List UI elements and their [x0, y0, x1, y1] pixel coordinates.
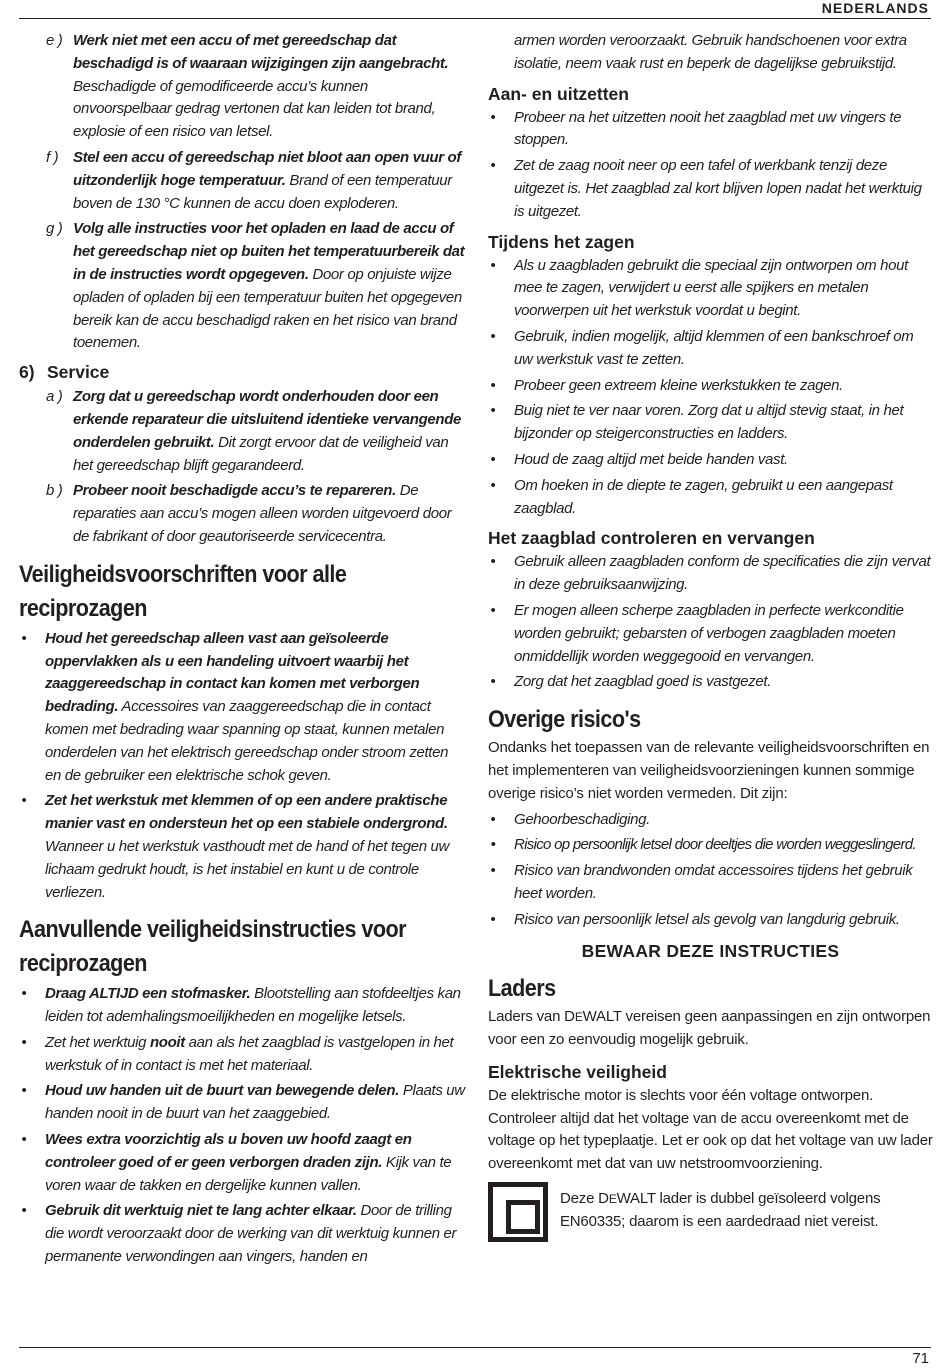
bullet-item — [488, 326, 933, 372]
bullet-item — [488, 860, 933, 906]
bullet-item — [488, 600, 933, 668]
item-text: Door de trilling die wordt veroorzaakt door de werking van dit werktuig kunnen er permanente verwondingen aan vingers, handen en — [45, 1202, 457, 1266]
item-text: Gehoorbeschadiging. — [514, 810, 650, 828]
left-column — [19, 30, 467, 1272]
bullet-item — [19, 1129, 467, 1197]
bullet-icon: • — [490, 157, 496, 175]
electrical-heading: Elektrische veiligheid — [488, 1061, 667, 1082]
double-insulation-notice — [488, 1182, 933, 1242]
bullet-icon: • — [490, 810, 496, 828]
bullet-item — [488, 475, 933, 521]
service-heading — [19, 360, 467, 384]
item-text: Dit zorgt ervoor dat de veiligheid van het gereedschap blijft gegarandeerd. — [73, 433, 449, 474]
item-text: Gebruik alleen zaagbladen conform de specificaties die zijn vervat in deze gebruiksaanwijzing. — [514, 553, 931, 594]
bullet-item — [488, 834, 933, 857]
item-text: Buig niet te ver naar voren. Zorg dat u altijd stevig staat, in het bijzonder op steigerconstructies en ladders. — [514, 402, 904, 443]
item-bold-text: Gebruik dit werktuig niet te lang achter elkaar. — [45, 1202, 357, 1220]
bullet-icon: • — [490, 836, 496, 854]
bullet-icon: • — [490, 862, 496, 880]
bullet-item — [488, 400, 933, 446]
cert-text-pre: Deze D — [560, 1190, 609, 1208]
bullet-item — [488, 155, 933, 223]
bullet-item — [488, 809, 933, 832]
additional-heading: Aanvullende veiligheidsinstructies voor reciprozagen — [19, 916, 407, 978]
item-text: Zorg dat het zaagblad goed is vastgezet. — [514, 673, 772, 691]
item-bold-text: Draag ALTIJD een stofmasker. — [45, 985, 251, 1003]
continuation-text: armen worden veroorzaakt. Gebruik handschoenen voor extra isolatie, neem vaak rust en beperk de dagelijkse gebruikstijd. — [514, 32, 907, 72]
item-text: Risico van brandwonden omdat accessoires tijdens het gebruik heet worden. — [514, 862, 913, 902]
chargers-text — [488, 1006, 933, 1052]
sawing-heading: Tijdens het zagen — [488, 231, 635, 252]
item-label: b ) — [46, 482, 63, 500]
item-text: De reparaties aan accu’s mogen alleen worden uitgevoerd door de fabrikant of door geautoriseerde servicecentra. — [73, 482, 452, 545]
item-text: Beschadigde of gemodificeerde accu’s kunnen onvoorspelbaar gedrag vertonen dat kan leiden tot brand, explosie of een risico van letsel. — [73, 77, 436, 141]
safety-heading: Veiligheidsvoorschriften voor alle reciprozagen — [19, 560, 347, 622]
item-text: Er mogen alleen scherpe zaagbladen in perfecte werkconditie worden gebruikt; gebarsten of verbogen zaagbladen moeten onmiddellijk worden weggegooid en vervangen. — [514, 601, 904, 665]
item-text: Blootstelling aan stofdeeltjes kan leiden tot ademhalingsmoeilijkheden en mogelijke letsels. — [45, 985, 461, 1026]
item-text: Als u zaagbladen gebruikt die speciaal zijn ontworpen om hout mee te zagen, verwijdert u eerst alle spijkers en metalen voorwerpen uit het werkstuk voordat u begint. — [514, 256, 908, 320]
item-bold-text: Houd het gereedschap alleen vast aan geïsoleerde oppervlakken als u een handeling uitvoert waarbij het zaaggereedschap in contact kan komen met verborgen bedrading. — [45, 629, 420, 716]
item-label: e ) — [46, 32, 63, 49]
bullet-icon: • — [490, 601, 496, 619]
item-text: Kijk van te voren waar de takken en dergelijke kunnen vallen. — [45, 1153, 452, 1194]
item-bold-text: Zorg dat u gereedschap wordt onderhouden door een erkende reparateur die uitsluitend identieke vervangende onderdelen gebruikt. — [73, 388, 462, 451]
list-item-a — [19, 386, 467, 477]
footer-rule — [19, 1347, 931, 1348]
bullet-icon: • — [21, 1082, 27, 1100]
bullet-icon: • — [490, 910, 496, 928]
item-bold-text: Werk niet met een accu of met gereedschap dat beschadigd is of waaraan wijzigingen zijn aangebracht. — [73, 32, 449, 72]
item-text: Probeer na het uitzetten nooit het zaagblad met uw vingers te stoppen. — [514, 108, 902, 149]
bullet-item — [19, 1032, 467, 1078]
page-number: 71 — [912, 1350, 929, 1367]
blade-heading: Het zaagblad controleren en vervangen — [488, 528, 815, 549]
section-number: 6) — [19, 362, 35, 383]
item-text: Gebruik, indien mogelijk, altijd klemmen of een bankschroef om uw werkstuk vast te zetten. — [514, 327, 914, 368]
list-item-f — [19, 147, 467, 215]
item-text: Risico op persoonlijk letsel door deeltjes die worden weggeslingerd. — [514, 836, 916, 854]
cert-text-post: WALT lader is dubbel geïsoleerd volgens EN60335; daarom is een aardedraad niet vereist. — [560, 1190, 881, 1230]
bullet-icon: • — [490, 376, 496, 394]
item-text: aan als het zaagblad is vastgelopen in het werkstuk of in contact is met het materiaal. — [45, 1033, 454, 1074]
item-text: Zet de zaag nooit neer op een tafel of werkbank tenzij deze uitgezet is. Het zaagblad zal kort blijven lopen nadat het werktuig is uitgezet. — [514, 157, 922, 220]
brand-smallcap: E — [608, 1192, 617, 1207]
bullet-item — [488, 551, 933, 597]
bullet-item — [488, 107, 933, 153]
item-bold-text: Zet het werkstuk met klemmen of op een andere praktische manier vast en ondersteun het op een stabiele ondergrond. — [45, 792, 448, 833]
item-text: Risico van persoonlijk letsel als gevolg van langdurig gebruik. — [514, 910, 900, 928]
electrical-text: De elektrische motor is slechts voor één voltage ontworpen. Controleer altijd dat het voltage van de accu overeenkomt met de voltage op het typeplaatje. Let er ook op dat het voltage van uw lader overeenkomt met dat van uw netstroomvoorziening. — [488, 1086, 933, 1173]
bullet-item — [19, 983, 467, 1029]
right-column — [488, 30, 933, 1242]
bullet-icon: • — [490, 108, 496, 126]
section-title: Service — [47, 362, 110, 383]
bullet-item — [19, 628, 467, 788]
bullet-icon: • — [21, 629, 27, 647]
bullet-icon: • — [21, 792, 27, 810]
bullet-icon: • — [21, 1033, 27, 1051]
bullet-icon: • — [490, 256, 496, 274]
item-text: Probeer geen extreem kleine werkstukken te zagen. — [514, 376, 843, 394]
bullet-item — [488, 255, 933, 323]
bullet-item — [19, 1200, 467, 1268]
bullet-icon: • — [490, 327, 496, 345]
chargers-heading: Laders — [488, 975, 556, 1003]
list-item-e — [19, 30, 467, 144]
item-bold-text: nooit — [149, 1033, 185, 1051]
item-text: Door op onjuiste wijze opladen of opladen bij een temperatuur buiten het opgegeven bereik kan de accu beschadigd raken en het risico van brand toenemen. — [73, 265, 462, 352]
item-bold-text: Volg alle instructies voor het opladen en laad de accu of het gereedschap niet op buiten het temperatuurbereik dat in de instructies wordt opgegeven. — [73, 220, 465, 283]
item-text: Plaats uw handen nooit in de buurt van het zaaggebied. — [45, 1082, 465, 1123]
residual-intro: Ondanks het toepassen van de relevante veiligheidsvoorschriften en het implementeren van veiligheidsvoorzieningen kunnen sommige overige risico’s niet worden vermeden. Dit zijn: — [488, 739, 930, 802]
bullet-item — [488, 375, 933, 398]
bullet-icon: • — [490, 673, 496, 691]
list-item-g — [19, 218, 467, 355]
bullet-icon: • — [490, 476, 496, 494]
item-text: Wanneer u het werkstuk vasthoudt met de hand of het tegen uw lichaam gedrukt houdt, is het instabiel en kunt u de controle verliezen. — [45, 837, 449, 901]
bullet-icon: • — [490, 450, 496, 468]
header-language: NEDERLANDS — [821, 0, 929, 16]
list-item-b — [19, 480, 467, 548]
item-bold-text: Houd uw handen uit de buurt van bewegende delen. — [45, 1082, 400, 1100]
bullet-item — [19, 1080, 467, 1126]
item-label: f ) — [46, 148, 59, 166]
chargers-text-pre: Laders van D — [488, 1008, 575, 1026]
header-rule — [19, 18, 931, 19]
item-label: g ) — [46, 220, 63, 238]
bullet-icon: • — [21, 1131, 27, 1149]
item-bold-text: Probeer nooit beschadigde accu’s te repareren. — [73, 482, 396, 500]
bullet-item — [19, 790, 467, 904]
bullet-icon: • — [490, 402, 496, 420]
bullet-item — [488, 909, 933, 932]
on-off-heading: Aan- en uitzetten — [488, 83, 629, 104]
residual-heading: Overige risico's — [488, 706, 641, 734]
item-text: Zet het werktuig — [45, 1033, 150, 1051]
bullet-item — [488, 449, 933, 472]
item-label: a ) — [46, 388, 63, 406]
bullet-item — [488, 671, 933, 694]
item-text: Houd de zaag altijd met beide handen vast. — [514, 450, 788, 468]
bullet-icon: • — [21, 985, 27, 1003]
item-bold-text: Wees extra voorzichtig als u boven uw hoofd zaagt en controleer goed of er geen verborgen draden zijn. — [45, 1131, 412, 1171]
double-insulation-text — [560, 1188, 933, 1234]
item-text: Accessoires van zaaggereedschap die in contact komen met bedrading waar spanning op staat, kunnen metalen onderdelen van het elektrisch gereedschap onder stroom zetten en de gebruiker een elektrische schok geven. — [45, 698, 449, 784]
save-instructions-heading: BEWAAR DEZE INSTRUCTIES — [581, 940, 840, 961]
bullet-icon: • — [490, 553, 496, 571]
item-text: Brand of een temperatuur boven de 130 °C kunnen de accu doen exploderen. — [73, 171, 452, 212]
item-bold-text: Stel een accu of gereedschap niet bloot aan open vuur of uitzonderlijk hoge temperatuur. — [73, 148, 461, 189]
bullet-icon: • — [21, 1202, 27, 1220]
item-text: Om hoeken in de diepte te zagen, gebruikt u een aangepast zaagblad. — [514, 476, 893, 517]
chargers-text-post: WALT vereisen geen aanpassingen en zijn ontworpen voor een zo eenvoudig mogelijk gebruik. — [488, 1008, 931, 1049]
double-insulation-icon — [488, 1182, 548, 1242]
brand-smallcap: E — [574, 1010, 583, 1025]
